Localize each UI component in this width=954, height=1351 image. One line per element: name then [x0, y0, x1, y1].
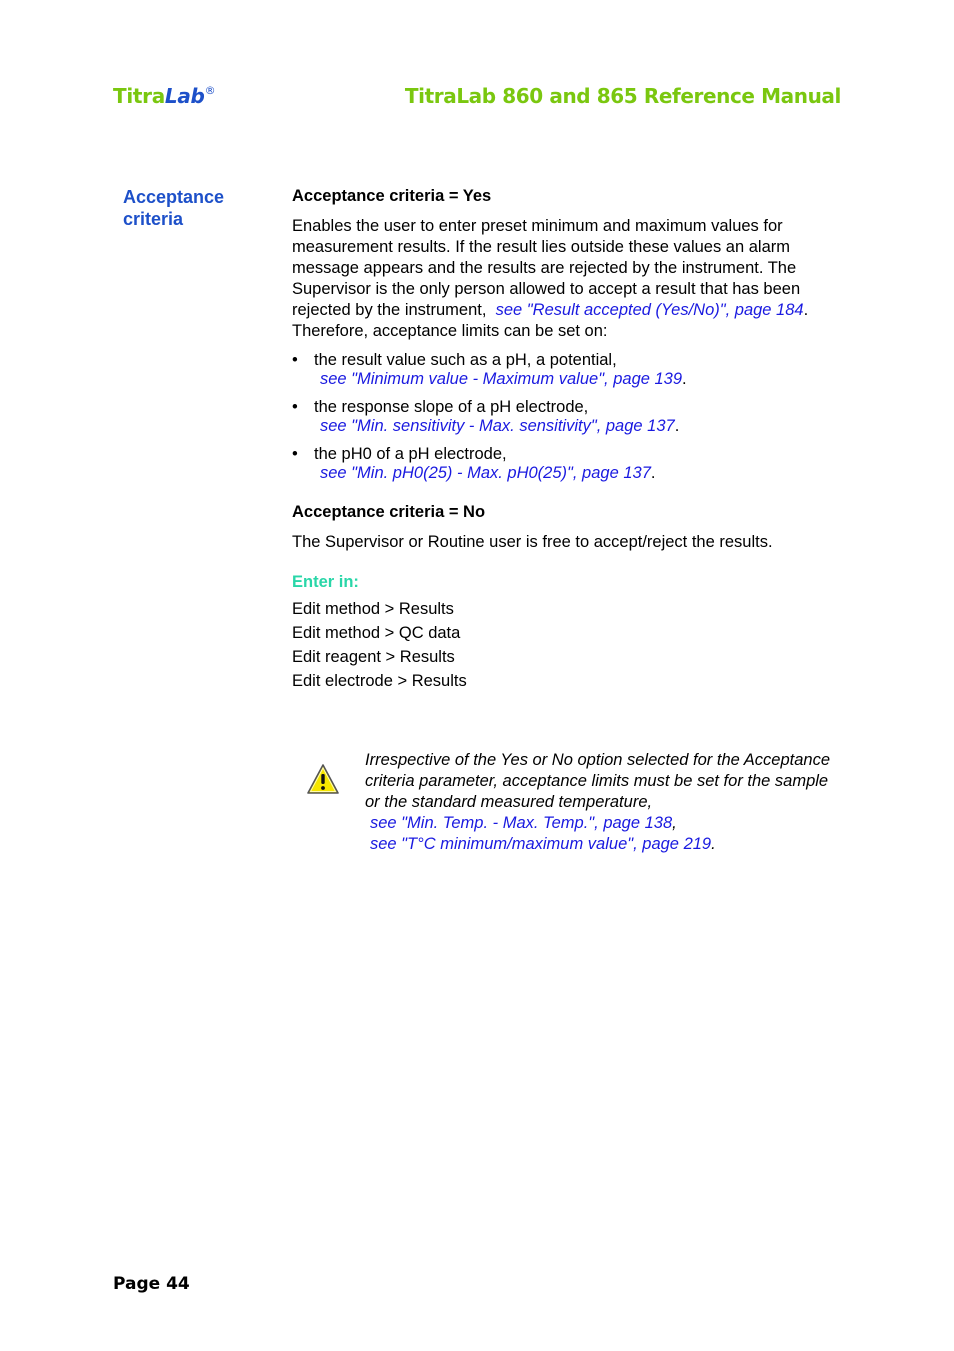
menu-path: Edit method > Results	[292, 600, 454, 618]
bullet-icon: •	[292, 351, 298, 369]
bullet-icon: •	[292, 445, 298, 463]
manual-title: TitraLab 860 and 865 Reference Manual	[404, 84, 841, 108]
menu-path: Edit electrode > Results	[292, 672, 467, 690]
link-result-accepted[interactable]: see "Result accepted (Yes/No)", page 184	[495, 301, 804, 319]
menu-path: Edit method > QC data	[292, 624, 461, 642]
section-body	[292, 186, 837, 693]
list-item-text: the response slope of a pH electrode,	[314, 398, 589, 416]
list-item: • the pH0 of a pH electrode, see "Min. pH0(25) - Max. pH0(25)", page 137.	[292, 445, 656, 482]
section-heading: Acceptance criteria	[123, 187, 225, 229]
criteria-list	[292, 351, 837, 483]
yes-paragraph: Enables the user to enter preset minimum and maximum values for measurement results. If the result lies outside these values an alarm message appears and the results are rejected by the instrument. The Supervisor is the only person allowed to accept a result that has been rejected by the instrument, see "Result accepted (Yes/No)", page 184.	[292, 217, 809, 319]
list-item-link[interactable]: see "Min. sensitivity - Max. sensitivity", page 137	[320, 417, 675, 435]
warning-icon	[306, 762, 340, 796]
enter-in-label: Enter in:	[292, 573, 359, 591]
bullet-icon: •	[292, 398, 298, 416]
yes-heading: Acceptance criteria = Yes	[292, 187, 492, 205]
brand-italic: Lab	[164, 84, 205, 108]
list-item-link[interactable]: see "Minimum value - Maximum value", page 139	[320, 370, 683, 388]
link-min-max-temp[interactable]: see "Min. Temp. - Max. Temp.", page 138	[370, 814, 673, 832]
brand-logo	[113, 84, 215, 108]
menu-path: Edit reagent > Results	[292, 648, 455, 666]
note-text: Irrespective of the Yes or No option selected for the Acceptance criteria parameter, acceptance limits must be set for the sample or the standard measured temperature,	[365, 751, 831, 811]
list-item-text: the result value such as a pH, a potential,	[314, 351, 617, 369]
list-item: • the response slope of a pH electrode, see "Min. sensitivity - Max. sensitivity", page 137.	[292, 398, 680, 435]
link-temp-min-max-value[interactable]: see "T°C minimum/maximum value", page 219	[370, 835, 712, 853]
page-number: Page 44	[113, 1274, 190, 1294]
note-text-block: Irrespective of the Yes or No option selected for the Acceptance criteria parameter, acceptance limits must be set for the sample or the standard measured temperature, see "Min. Temp. - Max. Temp.", page 138, see "T°C minimum/maximum value", page 219.	[365, 751, 831, 853]
brand-prefix: Titra	[113, 84, 165, 108]
no-heading: Acceptance criteria = No	[292, 503, 486, 521]
brand-mark: ®	[204, 84, 216, 97]
no-text: The Supervisor or Routine user is free to accept/reject the results.	[292, 533, 773, 551]
therefore-text: Therefore, acceptance limits can be set on:	[292, 322, 608, 340]
list-item-link[interactable]: see "Min. pH0(25) - Max. pH0(25)", page 137	[320, 464, 651, 482]
yes-text: Enables the user to enter preset minimum and maximum values for measurement results. If the result lies outside these values an alarm message appears and the results are rejected by the instrument. The Supervisor is the only person allowed to accept a result that has been rejected by the instrument,	[292, 217, 801, 319]
list-item-text: the pH0 of a pH electrode,	[314, 445, 507, 463]
list-item: • the result value such as a pH, a potential, see "Minimum value - Maximum value", page 139.	[292, 351, 687, 388]
